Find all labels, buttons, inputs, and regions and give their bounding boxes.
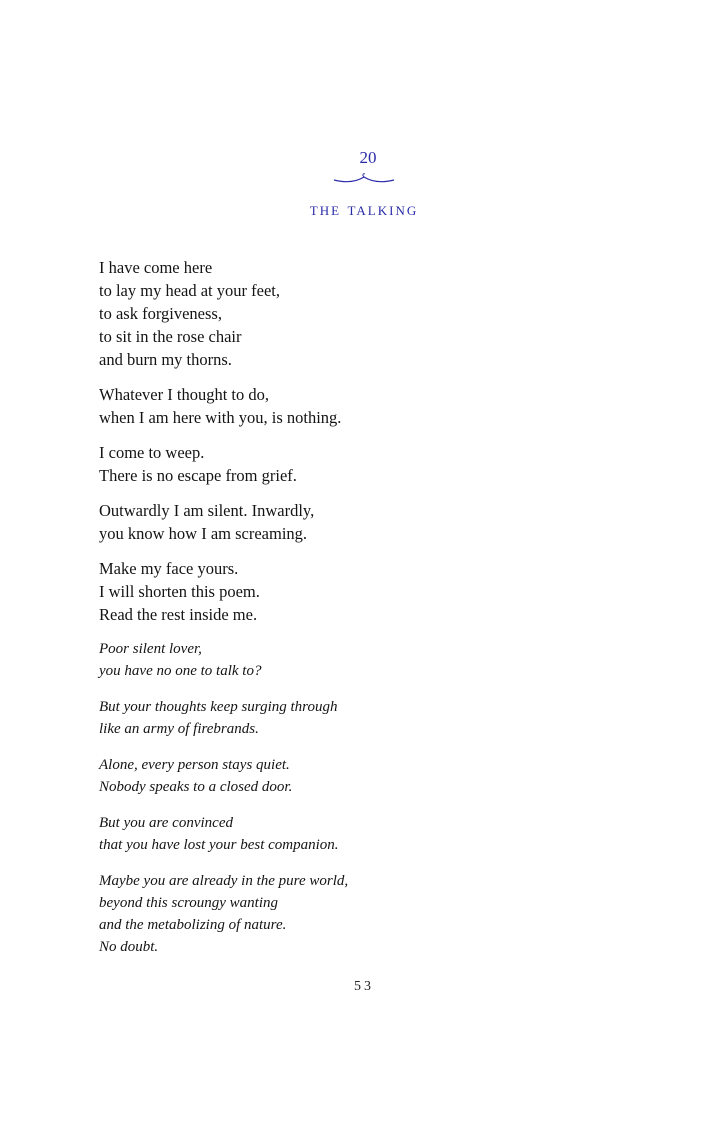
poem-number-text: 20 [359,148,377,167]
poem-stanza [99,256,659,371]
poem-line: and burn my thorns. [99,350,232,369]
swash-ornament-icon [332,172,396,184]
poem-line: Whatever I thought to do, [99,385,269,404]
poem-line: to ask forgiveness, [99,304,222,323]
poem-title [0,199,728,220]
poem-line: to lay my head at your feet, [99,281,280,300]
poem-line: Outwardly I am silent. Inwardly, [99,501,315,520]
poem-body [99,256,659,972]
poem-line: Maybe you are already in the pure world, [99,873,349,889]
poem-number [0,148,728,168]
poem-line: But your thoughts keep surging through [99,699,338,715]
poem-line: like an army of firebrands. [99,721,259,737]
poem-line: Nobody speaks to a closed door. [99,779,293,795]
poem-line: No doubt. [99,939,159,955]
poem-stanza [99,754,659,798]
poem-stanza [99,870,659,958]
poem-line: Make my face yours. [99,559,239,578]
poem-line: I come to weep. [99,443,205,462]
poem-line: you know how I am screaming. [99,524,308,543]
page-number-text: 53 [354,979,374,994]
poem-stanza [99,557,659,626]
poem-title-text: the talking [309,199,419,219]
poem-line: I will shorten this poem. [99,582,260,601]
poem-line: Read the rest inside me. [99,605,258,624]
poem-line: beyond this scroungy wanting [99,895,279,911]
poem-stanza [99,812,659,856]
poem-line: when I am here with you, is nothing. [99,408,342,427]
poem-stanza [99,696,659,740]
poem-line: that you have lost your best companion. [99,837,339,853]
poem-stanza [99,499,659,545]
poem-line: and the metabolizing of nature. [99,917,287,933]
poem-line: to sit in the rose chair [99,327,242,346]
poem-line: I have come here [99,258,213,277]
poem-line: But you are convinced [99,815,233,831]
page-number [0,979,728,995]
poem-stanza [99,441,659,487]
poem-stanza [99,383,659,429]
poem-line: Poor silent lover, [99,641,202,657]
poem-line: Alone, every person stays quiet. [99,757,290,773]
poem-stanza [99,638,659,682]
poem-line: you have no one to talk to? [99,663,262,679]
poem-line: There is no escape from grief. [99,466,297,485]
